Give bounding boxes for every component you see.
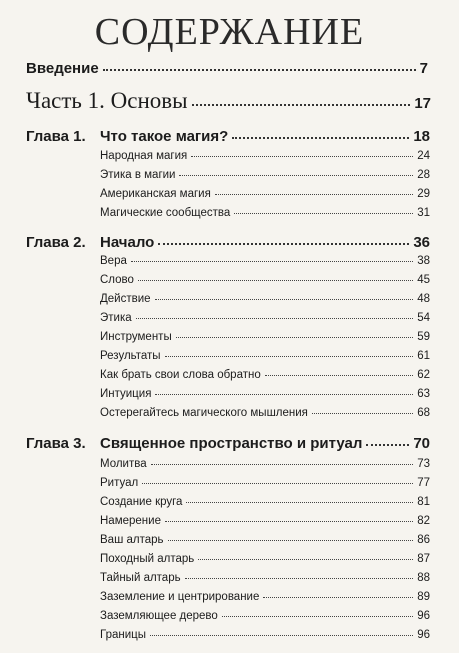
toc-part-label: Часть 1. Основы [26,88,188,113]
section-page: 61 [417,350,430,362]
toc-section[interactable] [100,255,430,267]
toc-section[interactable] [100,331,430,343]
section-title: Слово [100,274,134,286]
leader-dots [158,242,409,245]
toc-section[interactable] [100,388,430,400]
leader-dots [192,103,411,106]
leader-dots [232,136,409,139]
chapter-page: 18 [413,128,430,145]
section-title: Заземляющее дерево [100,610,218,622]
section-title: Создание круга [100,496,183,508]
toc-section[interactable] [100,629,430,641]
leader-dots [136,317,414,319]
toc-section[interactable] [100,591,430,603]
section-title: Магические сообщества [100,207,231,219]
chapter-page: 36 [413,234,430,251]
leader-dots [186,501,413,503]
section-title: Намерение [100,515,161,527]
leader-dots [176,336,413,338]
leader-dots [138,279,413,281]
section-title: Заземление и центрирование [100,591,260,603]
toc-section[interactable] [100,553,430,565]
toc-part-page: 17 [414,95,431,112]
toc-section[interactable] [100,207,430,219]
leader-dots [179,174,413,176]
section-page: 62 [417,369,430,381]
toc-section[interactable] [100,150,430,162]
section-page: 77 [417,477,430,489]
section-title: Народная магия [100,150,188,162]
leader-dots [234,212,413,214]
section-page: 81 [417,496,430,508]
section-title: Интуиция [100,388,152,400]
toc-section[interactable] [100,458,430,470]
section-title: Как брать свои слова обратно [100,369,261,381]
leader-dots [155,298,414,300]
toc-section[interactable] [100,293,430,305]
section-page: 31 [417,207,430,219]
chapter-title: Начало [100,234,155,251]
section-title: Ритуал [100,477,139,489]
section-page: 28 [417,169,430,181]
section-page: 45 [417,274,430,286]
section-title: Молитва [100,458,147,470]
toc-section[interactable] [100,369,430,381]
chapter-number: Глава 1. [26,128,86,145]
toc-chapter[interactable] [100,435,430,452]
section-page: 59 [417,331,430,343]
toc-intro[interactable] [26,60,428,77]
leader-dots [222,615,413,617]
section-page: 96 [417,610,430,622]
leader-dots [185,577,414,579]
toc-section[interactable] [100,274,430,286]
toc-section[interactable] [100,350,430,362]
section-title: Ваш алтарь [100,534,164,546]
section-title: Границы [100,629,146,641]
page-title: СОДЕРЖАНИЕ [94,11,365,53]
section-page: 86 [417,534,430,546]
chapter-title: Священное пространство и ритуал [100,435,363,452]
toc-intro-label: Введение [26,60,99,77]
leader-dots [191,155,413,157]
section-page: 87 [417,553,430,565]
toc-chapter[interactable] [100,128,430,145]
section-title: Действие [100,293,151,305]
leader-dots [366,443,409,446]
chapter-title: Что такое магия? [100,128,229,145]
leader-dots [103,68,416,71]
section-page: 54 [417,312,430,324]
toc-section[interactable] [100,496,430,508]
leader-dots [263,596,413,598]
section-page: 63 [417,388,430,400]
chapter-number: Глава 3. [26,435,86,452]
toc-intro-page: 7 [419,60,428,77]
leader-dots [142,482,413,484]
toc-part[interactable] [26,88,431,114]
section-page: 68 [417,407,430,419]
section-page: 89 [417,591,430,603]
toc-section[interactable] [100,312,430,324]
section-title: Тайный алтарь [100,572,181,584]
toc-section[interactable] [100,534,430,546]
section-page: 73 [417,458,430,470]
section-title: Американская магия [100,188,211,200]
section-page: 82 [417,515,430,527]
toc-section[interactable] [100,169,430,181]
chapter-number: Глава 2. [26,234,86,251]
section-page: 38 [417,255,430,267]
toc-section[interactable] [100,188,430,200]
toc-section[interactable] [100,407,430,419]
section-title: Остерегайтесь магического мышления [100,407,308,419]
section-title: Инструменты [100,331,172,343]
chapter-page: 70 [413,435,430,452]
leader-dots [150,634,413,636]
section-title: Результаты [100,350,161,362]
section-page: 88 [417,572,430,584]
leader-dots [155,393,413,395]
leader-dots [215,193,413,195]
leader-dots [312,412,413,414]
section-title: Походный алтарь [100,553,195,565]
section-page: 96 [417,629,430,641]
toc-section[interactable] [100,515,430,527]
leader-dots [198,558,413,560]
leader-dots [131,260,413,262]
toc-chapter[interactable] [100,234,430,251]
section-page: 48 [417,293,430,305]
toc-section[interactable] [100,572,430,584]
section-title: Вера [100,255,127,267]
leader-dots [165,520,413,522]
section-page: 29 [417,188,430,200]
section-title: Этика [100,312,132,324]
section-page: 24 [417,150,430,162]
leader-dots [168,539,414,541]
toc-section[interactable] [100,477,430,489]
leader-dots [165,355,414,357]
section-title: Этика в магии [100,169,176,181]
toc-section[interactable] [100,610,430,622]
leader-dots [265,374,413,376]
leader-dots [151,463,414,465]
